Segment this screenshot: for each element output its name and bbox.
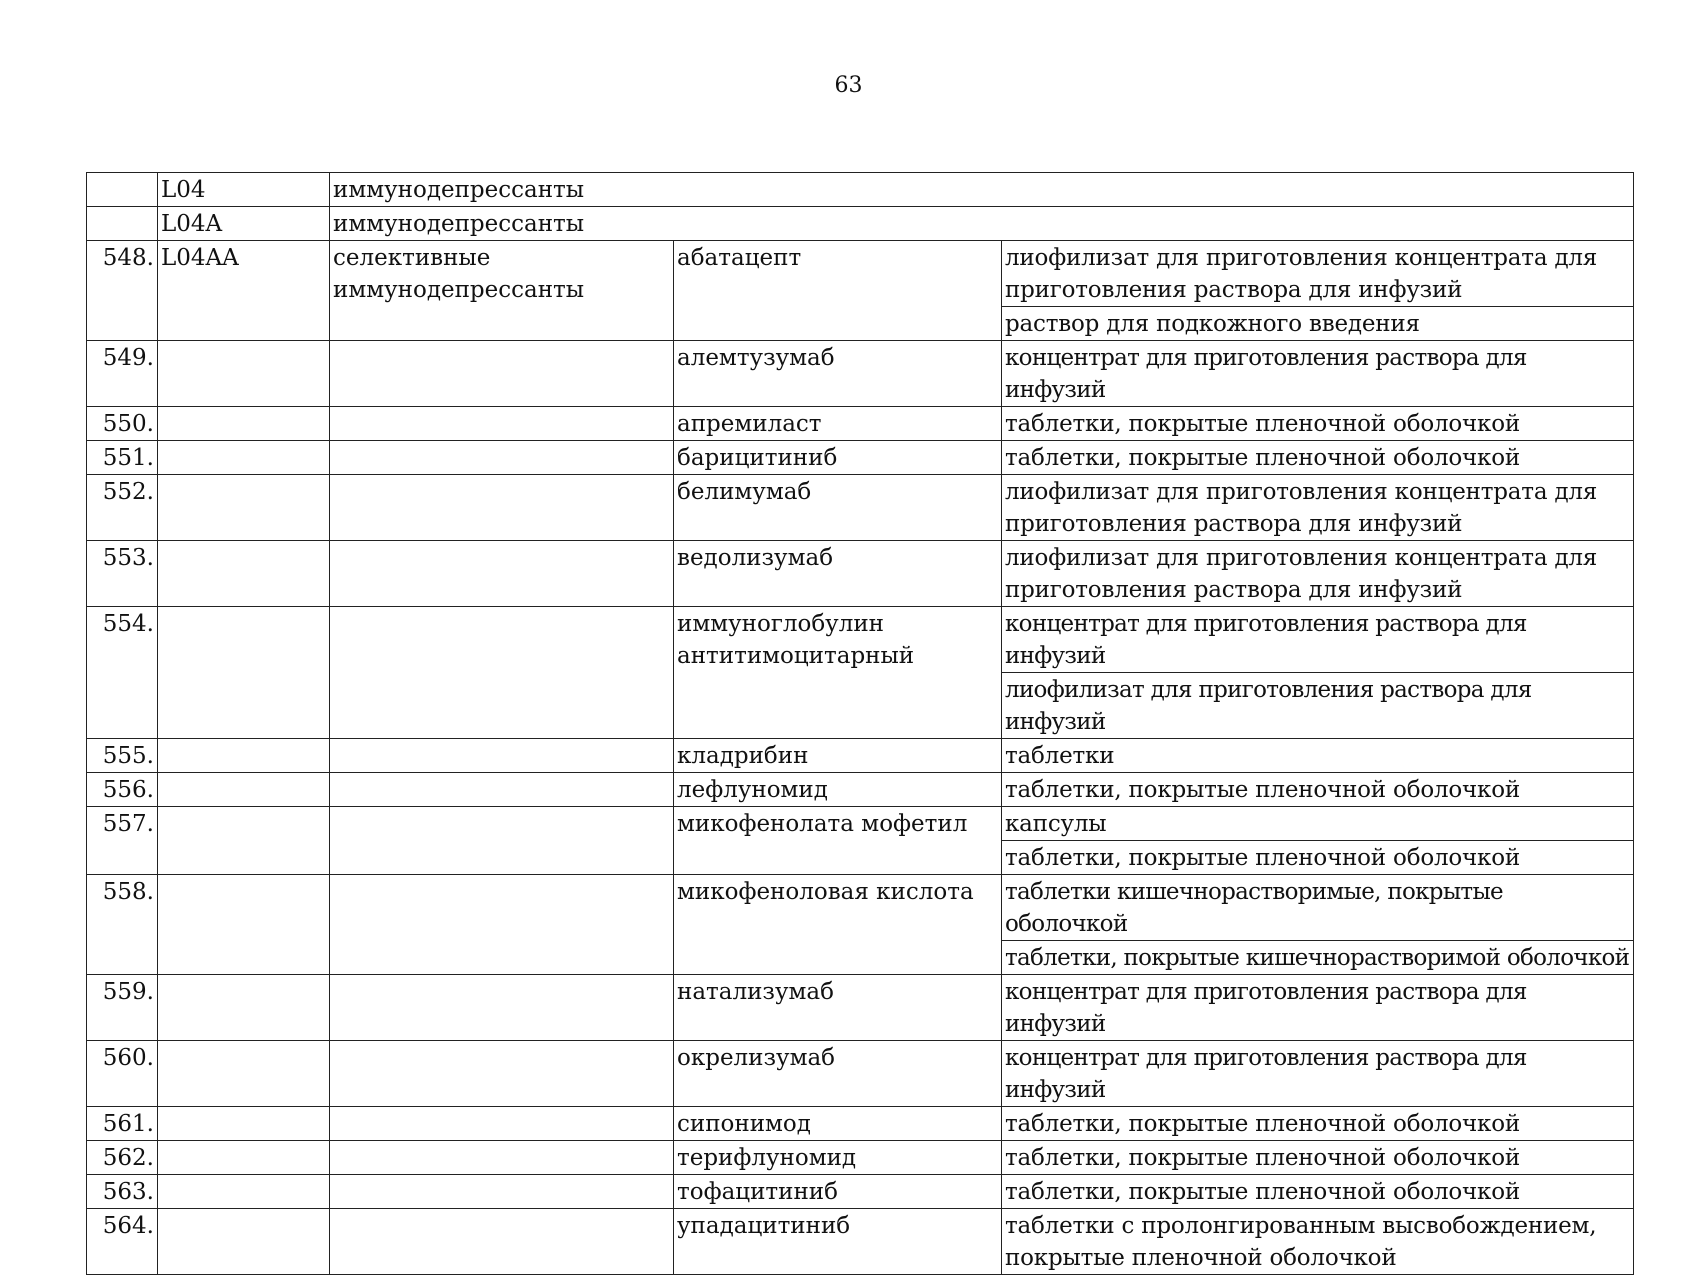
table-row <box>87 1107 1634 1141</box>
row-number-cell: 558. <box>87 875 158 975</box>
atc-code-cell <box>158 441 330 475</box>
row-number-cell: 548. <box>87 241 158 341</box>
table-row <box>87 241 1634 307</box>
atc-code-cell <box>158 541 330 607</box>
dosage-form-cell: лиофилизат для приготовления раствора для инфузий <box>1002 673 1634 739</box>
row-number-cell: 559. <box>87 975 158 1041</box>
drug-name-cell: белимумаб <box>674 475 1002 541</box>
table-row <box>87 1209 1634 1275</box>
dosage-form-cell: таблетки кишечнорастворимые, покрытые оболочкой <box>1002 875 1634 941</box>
atc-code-cell <box>158 773 330 807</box>
atc-code-cell <box>158 607 330 739</box>
table-row <box>87 975 1634 1041</box>
atc-group-name-cell <box>330 1175 674 1209</box>
atc-code-cell <box>158 1209 330 1275</box>
atc-code-cell <box>158 407 330 441</box>
dosage-form-cell: таблетки с пролонгированным высвобождением, покрытые пленочной оболочкой <box>1002 1209 1634 1275</box>
dosage-form-cell: лиофилизат для приготовления концентрата для приготовления раствора для инфузий <box>1002 541 1634 607</box>
atc-group-name-cell <box>330 541 674 607</box>
row-number-cell: 555. <box>87 739 158 773</box>
table-row <box>87 1041 1634 1107</box>
atc-code-cell <box>158 739 330 773</box>
atc-group-name-cell <box>330 739 674 773</box>
drug-name-cell: кладрибин <box>674 739 1002 773</box>
dosage-form-cell: таблетки, покрытые пленочной оболочкой <box>1002 841 1634 875</box>
atc-group-name-cell <box>330 975 674 1041</box>
atc-group-name-cell: селективные иммунодепрессанты <box>330 241 674 341</box>
atc-code-cell <box>158 475 330 541</box>
atc-code-cell <box>158 975 330 1041</box>
atc-code-cell <box>158 1041 330 1107</box>
atc-code-cell <box>158 1141 330 1175</box>
dosage-form-cell: капсулы <box>1002 807 1634 841</box>
drug-name-cell: терифлуномид <box>674 1141 1002 1175</box>
drug-name-cell: лефлуномид <box>674 773 1002 807</box>
table-row <box>87 607 1634 673</box>
atc-group-name-cell <box>330 341 674 407</box>
dosage-form-cell: концентрат для приготовления раствора для инфузий <box>1002 607 1634 673</box>
drug-name-cell: тофацитиниб <box>674 1175 1002 1209</box>
atc-code-cell <box>158 807 330 875</box>
table-row <box>87 407 1634 441</box>
row-number-cell <box>87 207 158 241</box>
drug-name-cell: микофеноловая кислота <box>674 875 1002 975</box>
atc-group-name-cell <box>330 1041 674 1107</box>
atc-group-name-cell <box>330 475 674 541</box>
table-row <box>87 475 1634 541</box>
drug-name-cell: барицитиниб <box>674 441 1002 475</box>
table-row <box>87 875 1634 941</box>
dosage-form-cell: таблетки, покрытые пленочной оболочкой <box>1002 1107 1634 1141</box>
page-number: 63 <box>834 73 863 98</box>
atc-group-name-cell <box>330 1141 674 1175</box>
dosage-form-cell: таблетки, покрытые кишечнорастворимой оболочкой <box>1002 941 1634 975</box>
dosage-form-cell: таблетки <box>1002 739 1634 773</box>
dosage-form-cell: концентрат для приготовления раствора для инфузий <box>1002 975 1634 1041</box>
row-number-cell: 557. <box>87 807 158 875</box>
row-number-cell: 561. <box>87 1107 158 1141</box>
row-number-cell: 551. <box>87 441 158 475</box>
dosage-form-cell: таблетки, покрытые пленочной оболочкой <box>1002 773 1634 807</box>
drug-table <box>86 172 1634 1275</box>
atc-group-name-cell <box>330 1209 674 1275</box>
drug-name-cell: ведолизумаб <box>674 541 1002 607</box>
drug-name-cell: микофенолата мофетил <box>674 807 1002 875</box>
atc-code-cell: L04A <box>158 207 330 241</box>
group-name-cell: иммунодепрессанты <box>330 207 1634 241</box>
dosage-form-cell: концентрат для приготовления раствора для инфузий <box>1002 341 1634 407</box>
drug-name-cell: натализумаб <box>674 975 1002 1041</box>
row-number-cell <box>87 173 158 207</box>
table-row <box>87 773 1634 807</box>
table-row <box>87 1141 1634 1175</box>
dosage-form-cell: таблетки, покрытые пленочной оболочкой <box>1002 407 1634 441</box>
dosage-form-cell: концентрат для приготовления раствора для инфузий <box>1002 1041 1634 1107</box>
drug-name-cell: апремиласт <box>674 407 1002 441</box>
dosage-form-cell: таблетки, покрытые пленочной оболочкой <box>1002 1141 1634 1175</box>
drug-name-cell: упадацитиниб <box>674 1209 1002 1275</box>
atc-group-name-cell <box>330 441 674 475</box>
dosage-form-cell: таблетки, покрытые пленочной оболочкой <box>1002 1175 1634 1209</box>
group-name-cell: иммунодепрессанты <box>330 173 1634 207</box>
row-number-cell: 550. <box>87 407 158 441</box>
dosage-form-cell: лиофилизат для приготовления концентрата для приготовления раствора для инфузий <box>1002 475 1634 541</box>
atc-code-cell <box>158 1107 330 1141</box>
atc-group-name-cell <box>330 607 674 739</box>
row-number-cell: 562. <box>87 1141 158 1175</box>
row-number-cell: 564. <box>87 1209 158 1275</box>
dosage-form-cell: лиофилизат для приготовления концентрата для приготовления раствора для инфузий <box>1002 241 1634 307</box>
row-number-cell: 563. <box>87 1175 158 1209</box>
table-row <box>87 1175 1634 1209</box>
drug-name-cell: иммуноглобулин антитимоцитарный <box>674 607 1002 739</box>
table-row <box>87 541 1634 607</box>
dosage-form-cell: раствор для подкожного введения <box>1002 307 1634 341</box>
atc-group-name-cell <box>330 407 674 441</box>
atc-group-name-cell <box>330 875 674 975</box>
drug-name-cell: абатацепт <box>674 241 1002 341</box>
dosage-form-cell: таблетки, покрытые пленочной оболочкой <box>1002 441 1634 475</box>
row-number-cell: 552. <box>87 475 158 541</box>
row-number-cell: 554. <box>87 607 158 739</box>
row-number-cell: 556. <box>87 773 158 807</box>
atc-code-cell <box>158 875 330 975</box>
atc-group-name-cell <box>330 773 674 807</box>
atc-code-cell <box>158 341 330 407</box>
row-number-cell: 560. <box>87 1041 158 1107</box>
group-row <box>87 207 1634 241</box>
row-number-cell: 553. <box>87 541 158 607</box>
table-row <box>87 341 1634 407</box>
atc-group-name-cell <box>330 807 674 875</box>
group-row <box>87 173 1634 207</box>
table-row <box>87 739 1634 773</box>
atc-code-cell: L04 <box>158 173 330 207</box>
drug-name-cell: окрелизумаб <box>674 1041 1002 1107</box>
atc-group-name-cell <box>330 1107 674 1141</box>
table-row <box>87 441 1634 475</box>
drug-name-cell: алемтузумаб <box>674 341 1002 407</box>
atc-code-cell: L04AA <box>158 241 330 341</box>
row-number-cell: 549. <box>87 341 158 407</box>
table-row <box>87 807 1634 841</box>
drug-name-cell: сипонимод <box>674 1107 1002 1141</box>
atc-code-cell <box>158 1175 330 1209</box>
